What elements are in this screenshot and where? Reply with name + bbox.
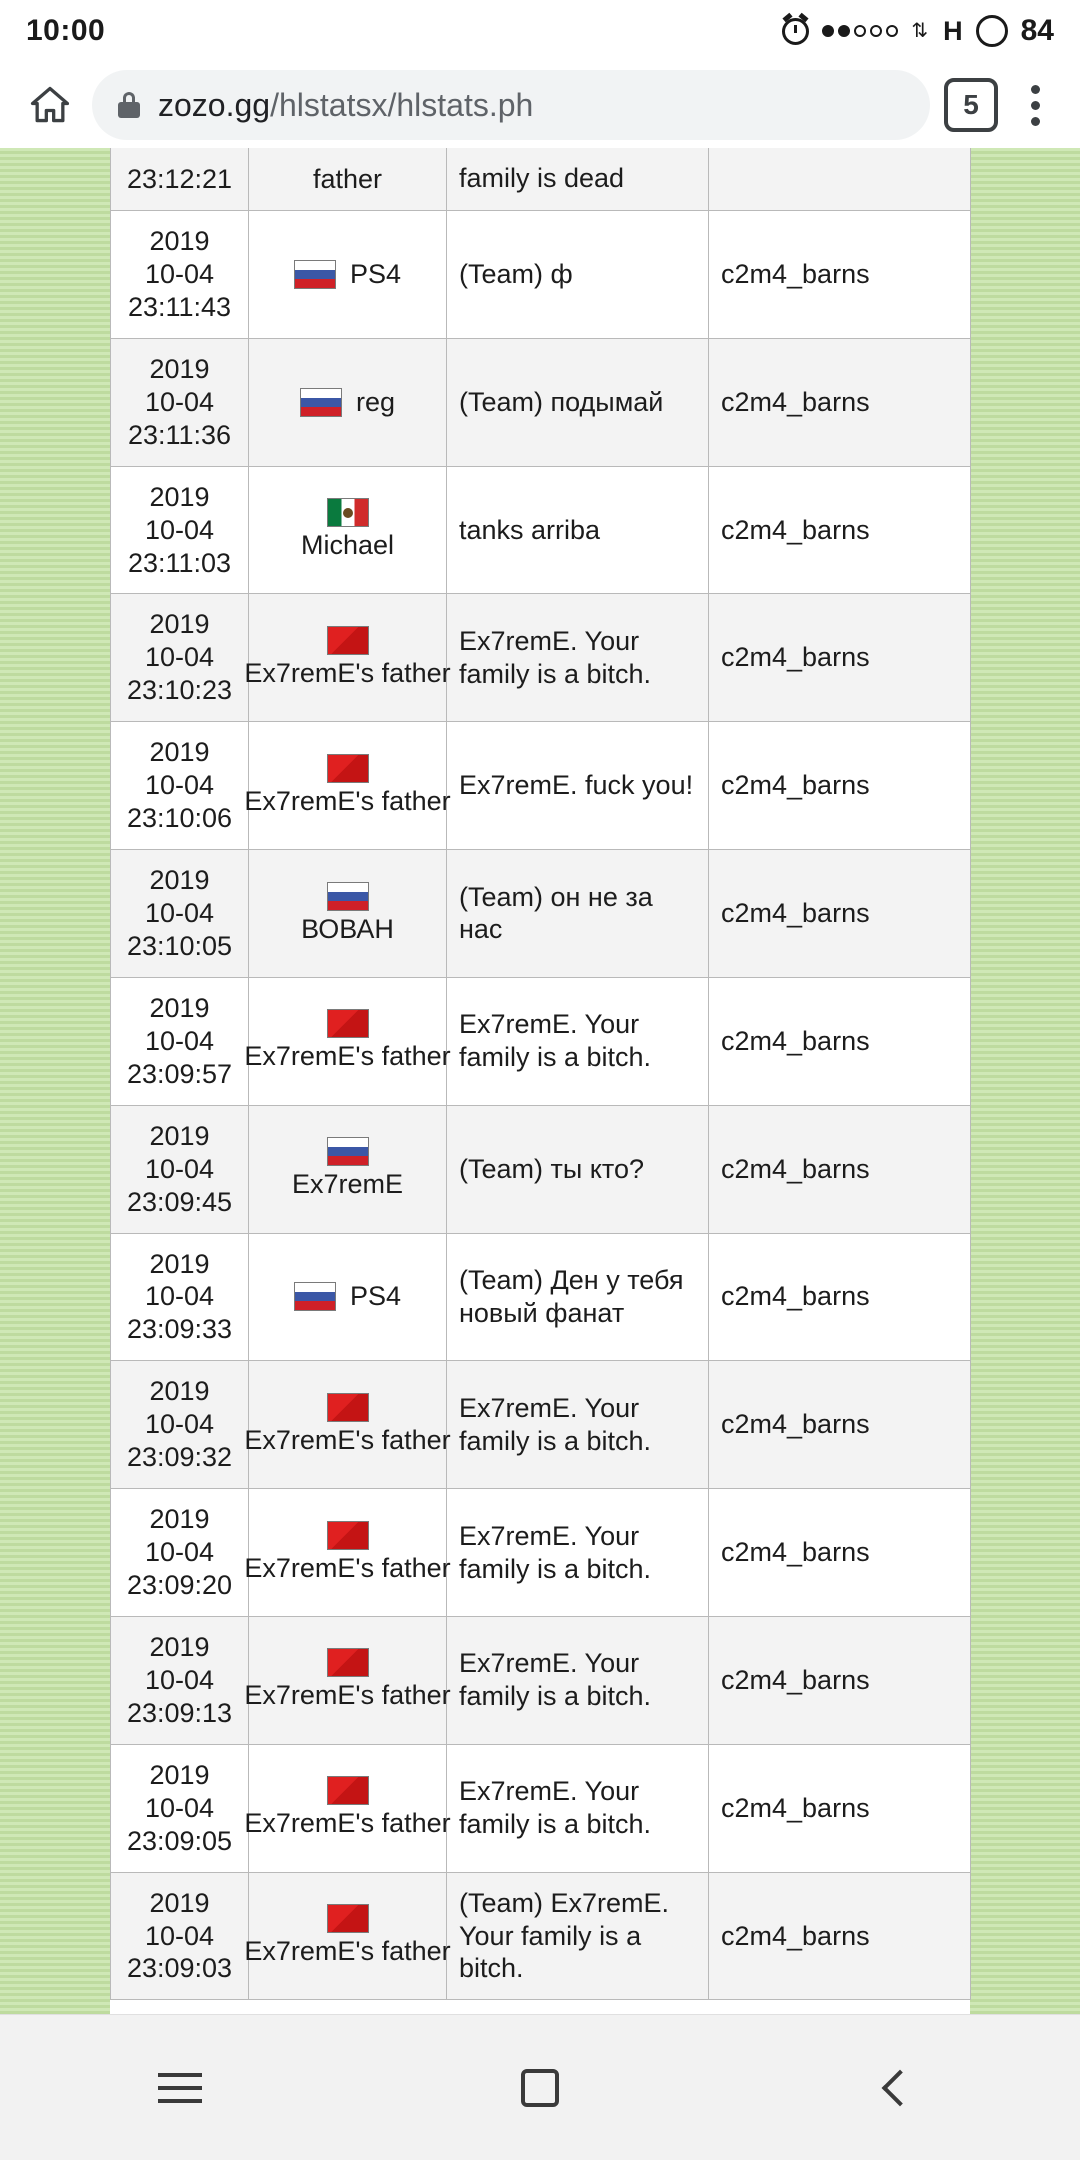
time-clock: 23:10:06	[126, 803, 233, 834]
player-identity	[261, 1137, 434, 1201]
player-name[interactable]: Ex7remE's father	[244, 1680, 451, 1711]
country-flag-icon	[327, 754, 369, 783]
message-text: (Team) он не за нас	[459, 881, 653, 945]
cell-message	[447, 211, 709, 339]
cell-message	[447, 722, 709, 850]
cell-time	[111, 1616, 249, 1744]
country-flag-icon	[327, 1521, 369, 1550]
time-date-part: 10-04	[144, 1920, 215, 1951]
player-name[interactable]: ВОВАН	[301, 913, 394, 944]
cell-time	[111, 1233, 249, 1361]
player-name[interactable]: Ex7remE's father	[244, 1552, 451, 1583]
lock-icon	[118, 92, 140, 118]
cell-message	[447, 1105, 709, 1233]
url-text	[158, 87, 533, 124]
cell-player	[249, 1105, 447, 1233]
time-date-part: 2019	[149, 609, 210, 640]
cell-map	[709, 466, 971, 594]
cell-message	[447, 1361, 709, 1489]
message-text: Ex7remE. Your family is a bitch.	[459, 1392, 652, 1456]
map-name: c2m4_barns	[721, 1537, 870, 1568]
player-identity	[261, 498, 434, 562]
country-flag-icon	[327, 1009, 369, 1038]
cell-player	[244, 1489, 451, 1617]
url-path: /hlstatsx/hlstats.ph	[270, 86, 534, 123]
player-name[interactable]: Ex7remE's father	[244, 1936, 451, 1966]
hamburger-recents-icon	[158, 2073, 202, 2103]
player-identity	[261, 258, 434, 291]
chat-log-body	[111, 148, 971, 2000]
cell-message	[447, 148, 709, 211]
time-clock: 23:09:05	[126, 1825, 233, 1856]
country-flag-icon	[327, 1648, 369, 1677]
time-date-part: 2019	[149, 1759, 210, 1790]
time-clock: 23:10:23	[126, 675, 233, 706]
status-indicators	[782, 14, 1054, 48]
cell-message	[447, 1233, 709, 1361]
message-text: Ex7remE. Your family is a bitch.	[459, 1520, 652, 1584]
system-navigation-bar	[0, 2014, 1080, 2160]
time-clock: 23:09:45	[126, 1186, 233, 1217]
time-clock: 23:09:13	[126, 1697, 233, 1728]
player-identity	[244, 1904, 451, 1968]
time-date-part: 2019	[149, 1376, 210, 1407]
cell-map	[709, 1872, 971, 2000]
cell-map	[709, 977, 971, 1105]
table-row[interactable]	[111, 722, 971, 850]
player-identity	[244, 1776, 451, 1840]
time-clock: 23:11:03	[127, 547, 232, 578]
player-name[interactable]: Ex7remE's father	[244, 657, 451, 688]
table-row[interactable]	[111, 1105, 971, 1233]
time-date-part: 2019	[149, 992, 210, 1023]
message-text: tanks arriba	[459, 514, 601, 545]
time-date-part: 10-04	[144, 1409, 215, 1440]
table-row[interactable]	[111, 1872, 971, 2000]
player-name[interactable]: Ex7remE's father	[244, 785, 451, 816]
cell-time	[111, 722, 249, 850]
map-name: c2m4_barns	[721, 770, 870, 801]
time-clock: 23:11:36	[127, 419, 232, 450]
cell-map	[709, 1744, 971, 1872]
web-page-viewport[interactable]	[0, 148, 1080, 2014]
cell-map	[709, 1105, 971, 1233]
cell-player	[249, 1233, 447, 1361]
cell-player	[249, 211, 447, 339]
map-name: c2m4_barns	[721, 514, 870, 545]
map-name: c2m4_barns	[721, 1792, 870, 1823]
player-identity	[244, 1393, 451, 1457]
map-name: c2m4_barns	[721, 642, 870, 673]
time-date-part: 10-04	[144, 1025, 215, 1056]
cell-time	[111, 148, 249, 211]
player-identity	[244, 1648, 451, 1712]
player-identity	[244, 626, 451, 690]
cell-message	[447, 1872, 709, 2000]
player-identity	[261, 1280, 434, 1313]
url-domain: zozo.gg	[158, 86, 271, 123]
cell-time	[111, 594, 249, 722]
message-text: (Team) Ден у тебя новый фанат	[459, 1264, 684, 1328]
message-text: Ex7remE. Your family is a bitch.	[459, 1009, 652, 1073]
cell-time	[111, 850, 249, 978]
time-date-part: 2019	[149, 481, 210, 512]
cell-message	[447, 466, 709, 594]
cell-time	[111, 977, 249, 1105]
country-flag-icon	[294, 260, 336, 289]
time-date-part: 10-04	[144, 898, 215, 928]
time-date-part: 2019	[149, 865, 210, 896]
message-text: Ex7remE. Your family is a bitch.	[459, 1776, 652, 1840]
status-clock: 10:00	[26, 14, 106, 47]
player-identity	[261, 386, 434, 419]
time-date-part: 2019	[149, 1887, 210, 1918]
data-transfer-icon: ⇅	[911, 20, 929, 42]
time-date-part: 10-04	[144, 642, 215, 673]
time-clock: 23:10:05	[126, 930, 233, 961]
map-name: c2m4_barns	[721, 1281, 870, 1312]
cell-map	[709, 1616, 971, 1744]
time-date-part: 10-04	[144, 514, 215, 545]
message-text: Ex7remE. fuck you!	[459, 770, 694, 801]
player-name[interactable]: PS4	[349, 1281, 402, 1312]
time-date-part: 2019	[149, 226, 210, 256]
table-row[interactable]	[111, 850, 971, 978]
cell-time	[111, 338, 249, 466]
signal-strength-icon	[822, 25, 898, 37]
cell-map	[709, 148, 971, 211]
country-flag-icon	[327, 1137, 369, 1166]
cell-map	[709, 594, 971, 722]
message-text: (Team) Ex7remE. Your family is a bitch.	[459, 1887, 670, 1984]
back-button[interactable]	[840, 2043, 960, 2133]
map-name: c2m4_barns	[721, 1409, 870, 1440]
player-identity	[244, 754, 451, 818]
cell-message	[447, 1616, 709, 1744]
player-name[interactable]: Ex7remE's father	[244, 1808, 451, 1839]
table-row[interactable]	[111, 594, 971, 722]
cell-message	[447, 594, 709, 722]
country-flag-icon	[300, 388, 342, 417]
cell-player	[244, 1616, 451, 1744]
map-name: c2m4_barns	[721, 1153, 870, 1184]
home-icon[interactable]	[22, 77, 78, 133]
map-name: c2m4_barns	[721, 1025, 870, 1056]
time-date-part: 2019	[149, 353, 210, 384]
battery-percent-label: 84	[1020, 14, 1054, 47]
cell-player	[244, 1744, 451, 1872]
address-bar[interactable]	[92, 70, 930, 140]
tab-switcher-button[interactable]: 5	[944, 78, 998, 132]
time-clock: 23:09:33	[126, 1314, 233, 1345]
cell-time	[111, 1361, 249, 1489]
map-name: c2m4_barns	[721, 386, 870, 417]
player-name[interactable]: Ex7remE	[291, 1169, 404, 1200]
player-name[interactable]: Ex7remE's father	[244, 1424, 451, 1455]
map-name: c2m4_barns	[721, 1664, 870, 1695]
content-sheet	[110, 148, 970, 2014]
cell-message	[447, 977, 709, 1105]
home-button[interactable]	[480, 2043, 600, 2133]
time-date-part: 2019	[149, 737, 210, 768]
player-identity	[244, 1009, 451, 1073]
player-name[interactable]: reg	[355, 386, 396, 417]
table-row[interactable]	[111, 1616, 971, 1744]
table-row[interactable]	[111, 211, 971, 339]
player-identity	[261, 882, 434, 946]
time-clock: 23:09:03	[126, 1953, 233, 1984]
home-square-icon	[521, 2069, 559, 2107]
time-date-part: 10-04	[144, 1792, 215, 1823]
message-text: (Team) ты кто?	[459, 1153, 644, 1184]
cell-player	[249, 466, 447, 594]
cell-map	[709, 211, 971, 339]
time-clock: 23:09:20	[126, 1570, 233, 1600]
message-text: (Team) подымай	[459, 386, 664, 417]
cell-message	[447, 1744, 709, 1872]
country-flag-icon	[294, 1282, 336, 1311]
table-row[interactable]	[111, 977, 971, 1105]
time-date-part: 10-04	[144, 1281, 215, 1312]
time-clock: 23:11:43	[127, 291, 232, 322]
map-name: c2m4_barns	[721, 898, 870, 928]
map-name: c2m4_barns	[721, 258, 870, 289]
status-bar	[0, 0, 1080, 62]
time-clock: 23:12:21	[126, 163, 233, 194]
cell-map	[709, 1361, 971, 1489]
map-name: c2m4_barns	[721, 1920, 870, 1951]
player-name[interactable]: Ex7remE's father	[244, 1041, 451, 1072]
player-name: father	[312, 163, 383, 194]
table-row[interactable]	[111, 1361, 971, 1489]
cell-time	[111, 1744, 249, 1872]
country-flag-icon	[327, 1904, 369, 1933]
cell-map	[709, 722, 971, 850]
cell-time	[111, 1489, 249, 1617]
country-flag-icon	[327, 498, 369, 527]
country-flag-icon	[327, 1776, 369, 1805]
time-date-part: 10-04	[144, 386, 215, 417]
time-clock: 23:09:57	[126, 1058, 233, 1089]
browser-toolbar	[0, 62, 1080, 148]
cell-player	[244, 594, 451, 722]
time-clock: 23:09:32	[126, 1442, 233, 1473]
cell-time	[111, 1872, 249, 2000]
cell-map	[709, 1489, 971, 1617]
time-date-part: 10-04	[144, 1153, 215, 1184]
cell-message	[447, 1489, 709, 1617]
cell-message	[447, 850, 709, 978]
table-row[interactable]	[111, 1233, 971, 1361]
message-text: (Team) ф	[459, 258, 573, 289]
cell-player	[249, 148, 447, 211]
player-name[interactable]: PS4	[349, 258, 402, 289]
network-type-label: H	[943, 15, 963, 46]
cell-player	[244, 977, 451, 1105]
time-date-part: 2019	[149, 1631, 210, 1662]
cell-time	[111, 1105, 249, 1233]
cell-player	[244, 1361, 451, 1489]
time-date-part: 10-04	[144, 1537, 215, 1568]
cell-player	[244, 722, 451, 850]
overflow-menu-icon[interactable]	[1012, 77, 1058, 133]
message-text: Ex7remE. Your family is a bitch.	[459, 1648, 652, 1712]
alarm-icon	[782, 18, 809, 45]
message-text: Ex7remE. Your family is a bitch.	[459, 625, 652, 689]
country-flag-icon	[327, 626, 369, 655]
table-row-partial[interactable]	[111, 148, 971, 211]
cell-player	[249, 338, 447, 466]
table-row[interactable]	[111, 466, 971, 594]
player-name[interactable]: Michael	[300, 530, 395, 561]
cell-message	[447, 338, 709, 466]
cell-map	[709, 338, 971, 466]
battery-icon	[976, 15, 1008, 47]
time-date-part: 10-04	[144, 1664, 215, 1695]
player-identity	[244, 1521, 451, 1585]
country-flag-icon	[327, 882, 369, 911]
cell-player	[249, 850, 447, 978]
cell-map	[709, 1233, 971, 1361]
cell-map	[709, 850, 971, 978]
back-chevron-icon	[882, 2069, 919, 2106]
table-row[interactable]	[111, 1744, 971, 1872]
cell-time	[111, 466, 249, 594]
country-flag-icon	[327, 1393, 369, 1422]
cell-player	[244, 1872, 451, 2000]
table-row[interactable]	[111, 338, 971, 466]
time-date-part: 10-04	[144, 258, 215, 289]
recents-button[interactable]	[120, 2043, 240, 2133]
time-date-part: 2019	[149, 1120, 210, 1151]
time-date-part: 10-04	[144, 770, 215, 801]
chat-log-table	[110, 148, 971, 2000]
table-row[interactable]	[111, 1489, 971, 1617]
time-date-part: 2019	[149, 1504, 210, 1535]
cell-time	[111, 211, 249, 339]
time-date-part: 2019	[149, 1248, 210, 1279]
message-text: family is dead	[459, 163, 625, 193]
